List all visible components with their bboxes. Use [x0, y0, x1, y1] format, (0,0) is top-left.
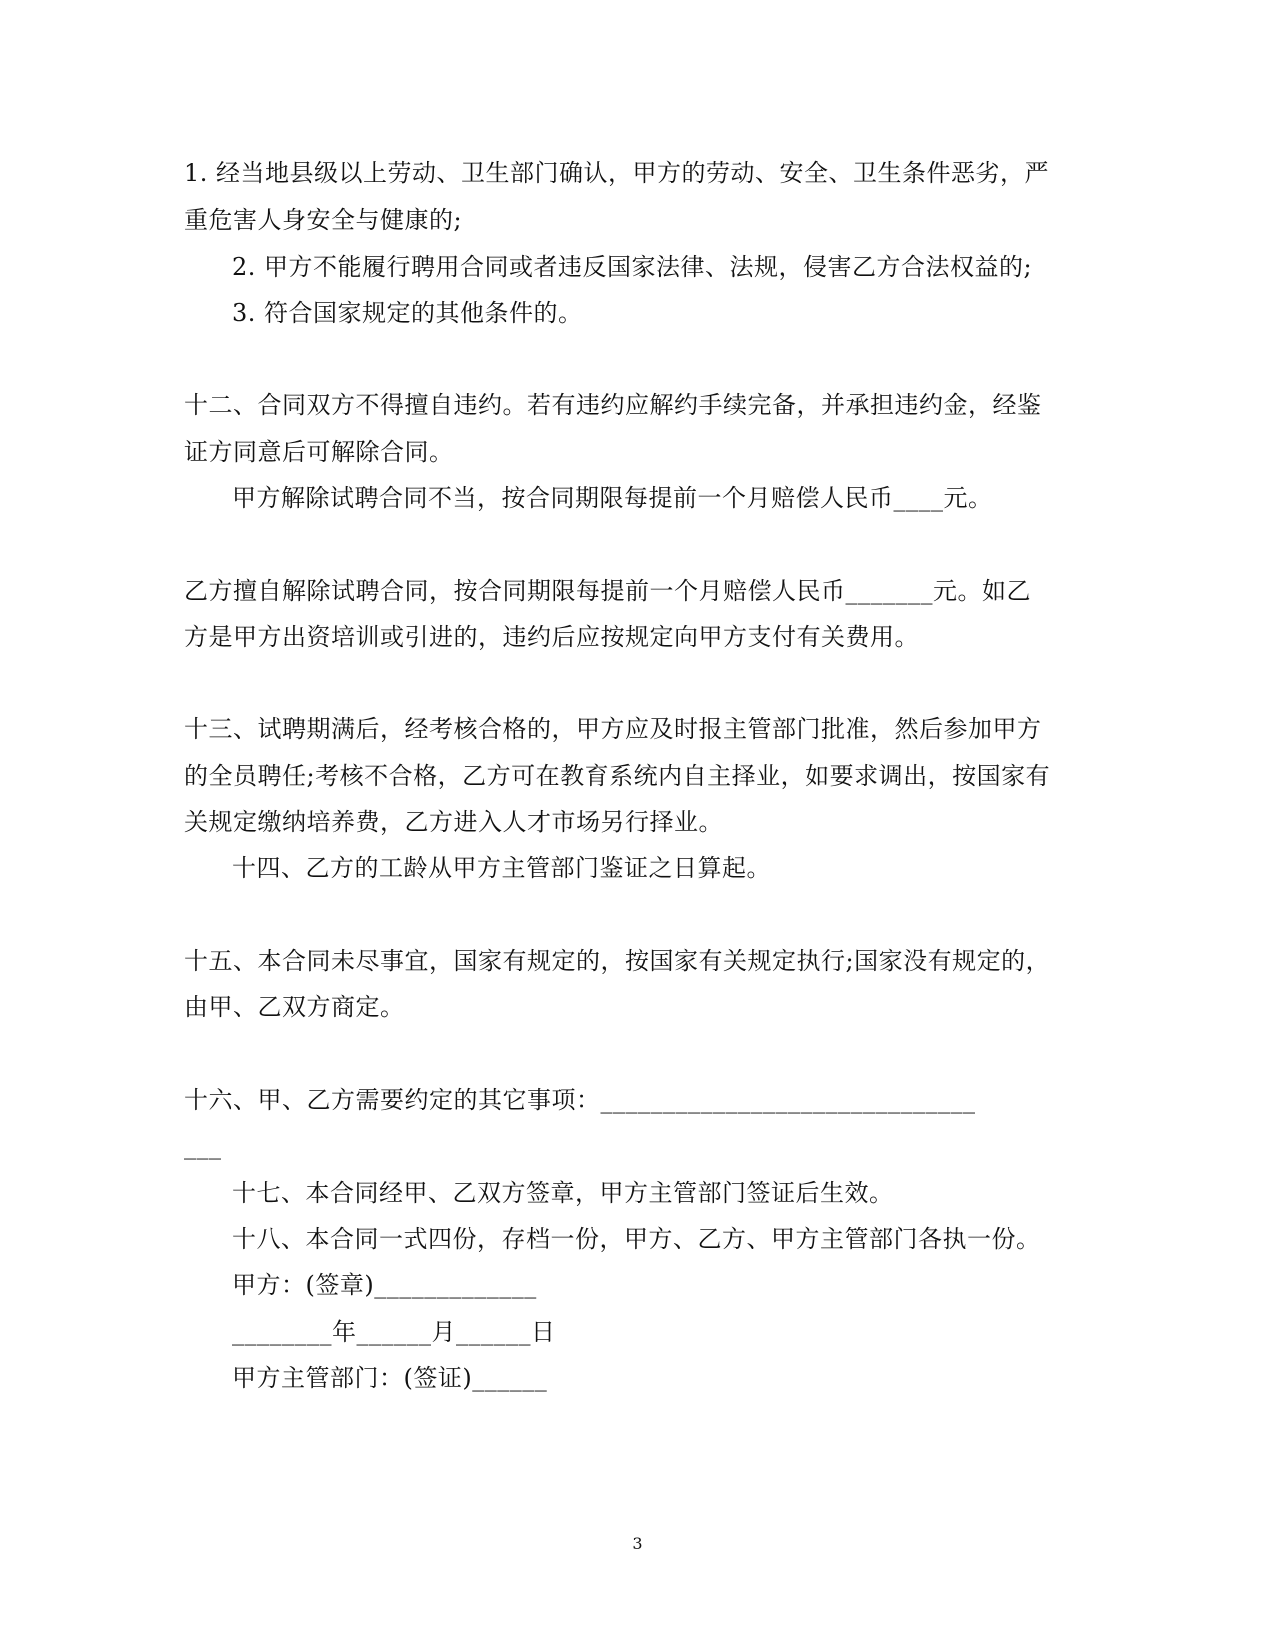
text-line: 证方同意后可解除合同。 — [184, 438, 454, 466]
date-line: ________年______月______日 — [232, 1318, 556, 1346]
text-line: 由甲、乙双方商定。 — [184, 993, 405, 1021]
text-line: 十六、甲、乙方需要约定的其它事项：______________________________ — [184, 1086, 976, 1114]
signature-line: 甲方主管部门：(签证)______ — [232, 1364, 548, 1392]
text-line: 十七、本合同经甲、乙双方签章，甲方主管部门签证后生效。 — [232, 1179, 894, 1207]
text-line: 关规定缴纳培养费，乙方进入人才市场另行择业。 — [184, 808, 723, 836]
text-line: 2. 甲方不能履行聘用合同或者违反国家法律、法规，侵害乙方合法权益的; — [232, 253, 1033, 281]
text-line: ___ — [184, 1132, 222, 1160]
text-line: 1. 经当地县级以上劳动、卫生部门确认，甲方的劳动、安全、卫生条件恶劣，严 — [184, 159, 1050, 187]
text-line: 十三、试聘期满后，经考核合格的，甲方应及时报主管部门批准，然后参加甲方 — [184, 715, 1042, 743]
text-line: 十八、本合同一式四份，存档一份，甲方、乙方、甲方主管部门各执一份。 — [232, 1225, 1041, 1253]
text-line: 方是甲方出资培训或引进的，违约后应按规定向甲方支付有关费用。 — [184, 623, 919, 651]
text-line: 的全员聘任;考核不合格，乙方可在教育系统内自主择业，如要求调出，按国家有 — [184, 762, 1051, 790]
page-number: 3 — [632, 1534, 643, 1553]
text-line: 十四、乙方的工龄从甲方主管部门鉴证之日算起。 — [232, 854, 771, 882]
text-line: 乙方擅自解除试聘合同，按合同期限每提前一个月赔偿人民币_______元。如乙 — [184, 577, 1031, 605]
text-line: 重危害人身安全与健康的; — [184, 206, 463, 234]
text-line: 3. 符合国家规定的其他条件的。 — [232, 299, 583, 327]
text-line: 十五、本合同未尽事宜，国家有规定的，按国家有关规定执行;国家没有规定的， — [184, 947, 1051, 975]
signature-line: 甲方：(签章)_____________ — [232, 1271, 537, 1299]
text-line: 十二、合同双方不得擅自违约。若有违约应解约手续完备，并承担违约金，经鉴 — [184, 391, 1042, 419]
text-line: 甲方解除试聘合同不当，按合同期限每提前一个月赔偿人民币____元。 — [232, 484, 993, 512]
